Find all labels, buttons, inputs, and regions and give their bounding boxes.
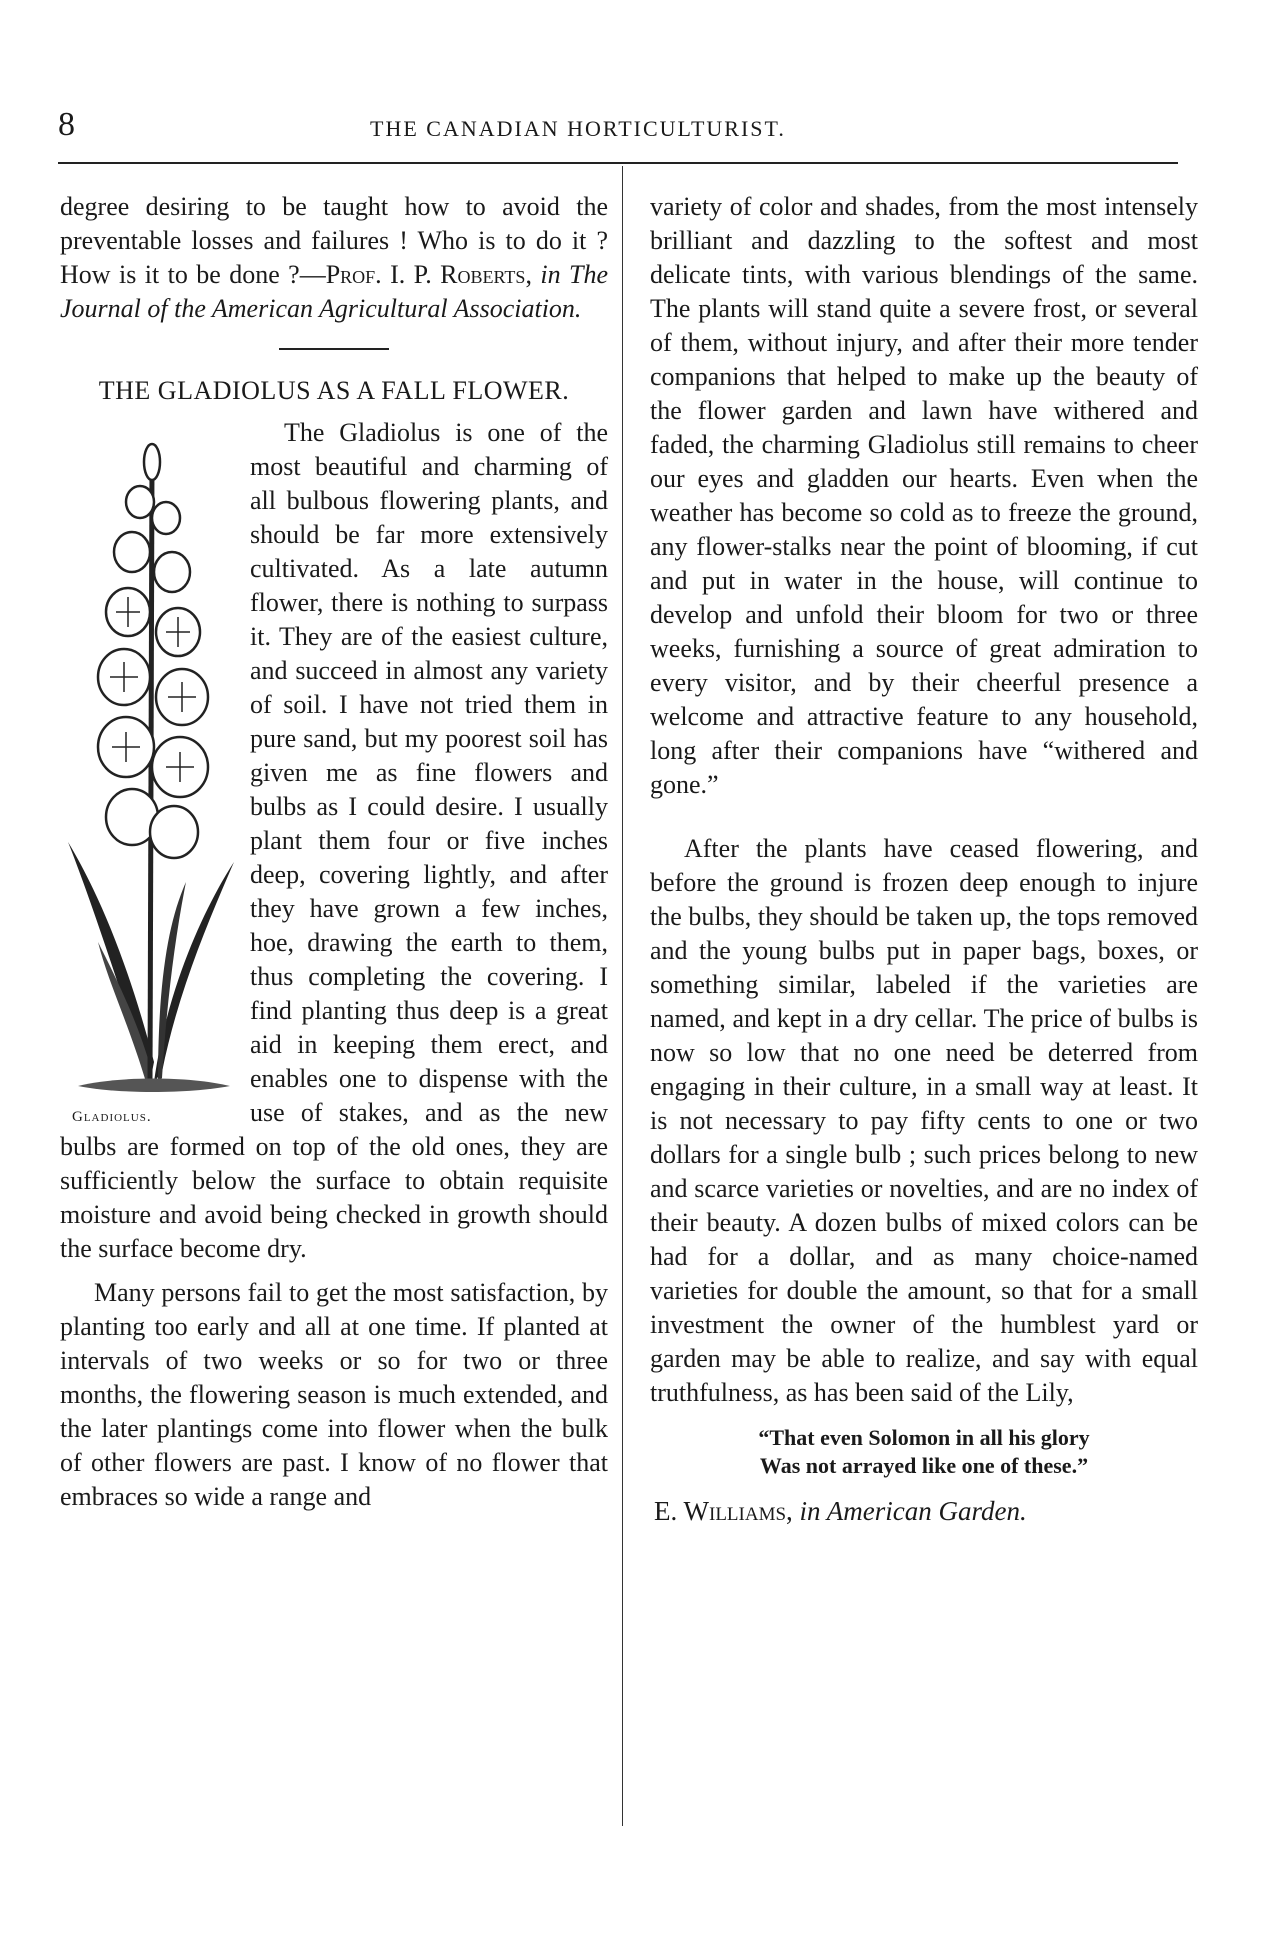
- paragraph-gap: [650, 802, 1198, 832]
- opening-text: degree desiring to be taught how to avoid the preventable losses and failures ! Who is to do it ? How is it to be done ?—: [60, 192, 608, 289]
- continued-paragraph: variety of color and shades, from the most intensely brilliant and dazzling to the softest and most delicate tints, with various blendings of the same. The plants will stand quite a severe frost, or several of them, without injury, and after their more tender companions that helped to make up the beauty of the flower garden and lawn have withered and faded, the charming Gladiolus still remains to cheer our eyes and gladden our hearts. Even when the weather has become so cold as to freeze the ground, any flower-stalks near the point of blooming, if cut and put in water in the house, will continue to develop and unfold their bloom for two or three weeks, furnishing a source of great admiration to every visitor, and by their cheerful presence a welcome and attractive feature to any household, long after their companions have “withered and gone.”: [650, 192, 1198, 799]
- opening-source: in The Journal of the American Agricultural Association.: [60, 260, 609, 323]
- opening-author: Prof. I. P. Roberts,: [325, 260, 532, 289]
- quote-line-2: Was not arrayed like one of these.”: [759, 1453, 1089, 1478]
- section-rule: [279, 348, 389, 350]
- page-number: 8: [58, 106, 75, 143]
- gladiolus-paragraph-1: The Gladiolus is one of the most beautiful and charming of all bulbous flowering plants, and should be far more extensively cultivated. As a late autumn flower, there is nothing to surpass it. They are of the easiest culture, and succeed in almost any variety of soil. I have not tried them in pure sand, but my poorest soil has given me as fine flowers and bulbs as I could desire. I usually plant them four or five inches deep, covering lightly, and after they have grown a few inches, hoe, drawing the earth to them, thus completing the covering. I find planting thus deep is a great aid in keeping them erect, and enables one to dispense with the use of stakes, and as the new bulbs are formed on top of the old ones, they are sufficiently below the surface to obtain requisite moisture and avoid being checked in growth should the surface become dry.: [60, 418, 608, 1263]
- bulbs-paragraph: After the plants have ceased flowering, and before the ground is frozen deep enough to injure the bulbs, they should be taken up, the tops removed and the young bulbs put in paper bags, boxes, or something similar, labeled if the varieties are named, and kept in a dry cellar. The price of bulbs is now so low that no one need be deterred from engaging in their culture, in a small way at least. It is not necessary to pay fifty cents to one or two dollars for a single bulb ; such prices belong to new and scarce varieties or novelties, and are no index of their beauty. A dozen bulbs of mixed colors can be had for a dollar, and as many choice-named varieties for double the amount, so that for a small investment the owner of the humblest yard or garden may be able to realize, and say with equal truthfulness, as has been said of the Lily,: [650, 834, 1198, 1407]
- header-rule: [58, 162, 1178, 164]
- quote-line-1: “That even Solomon in all his glory: [758, 1425, 1090, 1450]
- attribution: [650, 1494, 1198, 1528]
- solomon-quote: [650, 1424, 1198, 1480]
- right-column: [650, 190, 1198, 1528]
- gladiolus-paragraph-2: Many persons fail to get the most satisfaction, by planting too early and all at one time. If planted at intervals of two weeks or so for two or three months, the flowering season is much extended, and the later plantings come into flower when the bulk of other flowers are past. I know of no flower that embraces so wide a range and: [60, 1278, 608, 1511]
- attribution-source: in American Garden.: [799, 1496, 1027, 1526]
- gladiolus-illustration-icon: [58, 422, 242, 1102]
- column-divider: [622, 166, 623, 1826]
- gladiolus-figure: [58, 422, 242, 1125]
- opening-paragraph: [60, 190, 608, 326]
- left-column: [60, 190, 608, 1514]
- figure-caption: Gladiolus.: [72, 1109, 152, 1125]
- section-title: THE GLADIOLUS AS A FALL FLOWER.: [98, 376, 570, 405]
- attribution-author: E. Williams,: [654, 1496, 793, 1526]
- running-head: THE CANADIAN HORTICULTURIST.: [370, 116, 786, 141]
